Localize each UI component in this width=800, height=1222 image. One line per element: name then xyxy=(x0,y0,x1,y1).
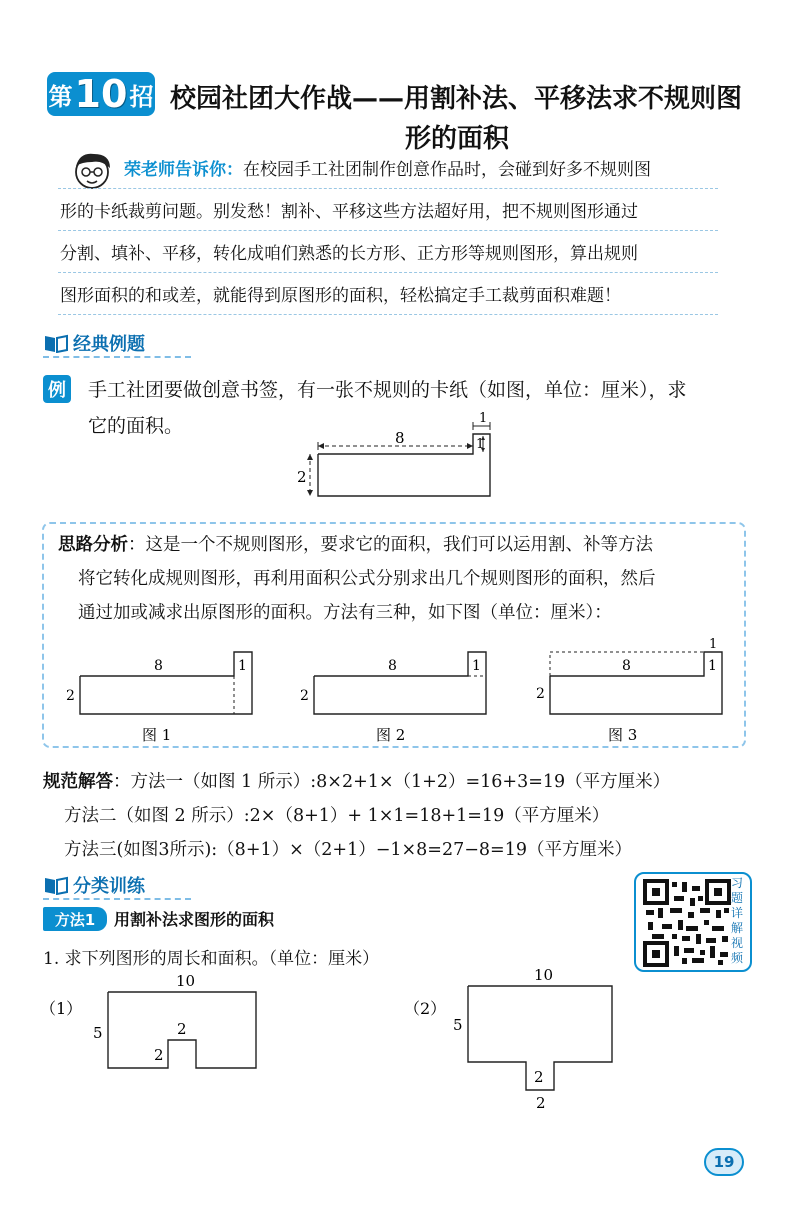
dim-notch-height: 1 xyxy=(476,437,485,452)
svg-text:1: 1 xyxy=(708,658,717,674)
figure-caption: 图 1 xyxy=(142,726,172,744)
svg-text:10: 10 xyxy=(176,972,196,990)
page-number: 19 xyxy=(704,1148,744,1176)
figure-caption: 图 3 xyxy=(608,726,638,744)
method-title: 用割补法求图形的面积 xyxy=(114,910,275,929)
page-title-line2: 形的面积 xyxy=(405,124,510,154)
dim-notch-width: 1 xyxy=(479,412,488,426)
example-figure xyxy=(290,412,510,502)
svg-text:1: 1 xyxy=(709,637,718,652)
svg-text:2: 2 xyxy=(154,1046,164,1064)
question-figure-2 xyxy=(404,966,634,1116)
analysis-figure-2 xyxy=(296,640,496,748)
svg-text:2: 2 xyxy=(66,688,75,704)
page-title-line1: 校园社团大作战——用割补法、平移法求不规则图 xyxy=(170,84,743,114)
method-badge: 方法1 xyxy=(43,907,107,931)
analysis-text: 思路分析：这是一个不规则图形，要求它的面积，我们可以运用割、补等方法 将它转化成规则图形，再利用面积公式分别求出几个规则图形的面积，然后 通过加或减求出原图形的面积。方法有三种，如下图（单位：厘米）： xyxy=(58,535,656,623)
svg-text:8: 8 xyxy=(154,658,163,674)
svg-text:1: 1 xyxy=(238,658,247,674)
teacher-tip-text: 荣老师告诉你：在校园手工社团制作创意作品时，会碰到好多不规则图 形的卡纸裁剪问题。别发愁！割补、平移这些方法超好用，把不规则图形通过 分割、填补、平移，转化成咱们熟悉的长方形、正方形等规则图形，算出规则 图形面积的和或差，就能得到原图形的面积，轻松搞定手工裁剪面积难题！ xyxy=(60,160,651,306)
example-text: 手工社团要做创意书签，有一张不规则的卡纸（如图，单位：厘米），求 它的面积。 xyxy=(88,379,687,437)
solution-method-3: 方法三(如图3所示):（8+1）×（2+1）−1×8=27−8=19（平方厘米） xyxy=(64,840,632,860)
qr-caption: 习题详解视频 xyxy=(730,876,743,965)
svg-text:2: 2 xyxy=(536,1094,546,1112)
svg-text:2: 2 xyxy=(536,686,545,702)
book-icon xyxy=(43,333,69,353)
svg-text:8: 8 xyxy=(622,658,631,674)
question-figure-1 xyxy=(40,968,270,1078)
svg-text:2: 2 xyxy=(177,1020,187,1038)
solution-method-1: 规范解答：方法一（如图 1 所示）:8×2+1×（1+2）=16+3=19（平方厘米） xyxy=(43,772,671,792)
dim-length: 8 xyxy=(395,429,405,447)
svg-text:2: 2 xyxy=(300,688,309,704)
question-text: 1. 求下列图形的周长和面积。（单位：厘米） xyxy=(43,949,380,969)
analysis-figure-1 xyxy=(62,640,262,748)
svg-text:（1）: （1） xyxy=(40,999,83,1018)
svg-text:10: 10 xyxy=(534,966,554,984)
svg-text:2: 2 xyxy=(534,1068,544,1086)
section-header-classic: 经典例题 xyxy=(43,330,145,356)
example-badge: 例 xyxy=(43,375,71,403)
section-underline xyxy=(43,898,191,900)
svg-text:5: 5 xyxy=(453,1016,463,1034)
svg-text:8: 8 xyxy=(388,658,397,674)
section-underline xyxy=(43,356,191,358)
teacher-label: 荣老师告诉你： xyxy=(124,160,243,180)
analysis-figure-3 xyxy=(530,636,740,748)
teacher-tip-box xyxy=(58,150,718,328)
section-header-training: 分类训练 xyxy=(43,872,145,898)
qr-code-icon[interactable] xyxy=(642,878,732,968)
svg-text:1: 1 xyxy=(472,658,481,674)
book-icon xyxy=(43,875,69,895)
svg-text:5: 5 xyxy=(93,1024,103,1042)
lesson-badge: 第 10 招 xyxy=(48,72,154,116)
figure-caption: 图 2 xyxy=(376,726,406,744)
solution-method-2: 方法二（如图 2 所示）:2×（8+1）+ 1×1=18+1=19（平方厘米） xyxy=(64,806,610,826)
dim-height: 2 xyxy=(297,468,307,486)
svg-text:（2）: （2） xyxy=(404,999,447,1018)
